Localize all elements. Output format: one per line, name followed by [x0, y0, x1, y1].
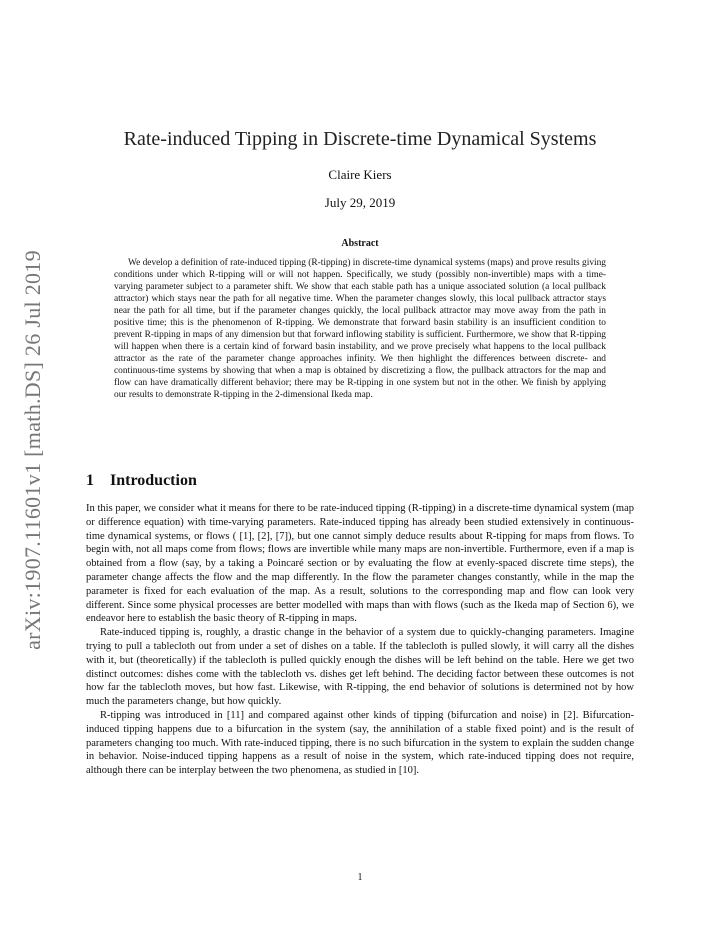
author-name: Claire Kiers [328, 167, 392, 182]
page-number: 1 [357, 872, 363, 883]
abstract-heading: Abstract [341, 238, 379, 249]
paragraph: Rate-induced tipping is, roughly, a drastic change in the behavior of a system due to quickly-changing parameters. Imagine trying to pull a tablecloth out from under a set of dishes on a table. If the tablecloth is pulled slowly, it will carry all the dishes with it, but (theoretically) if the tablecloth is pulled quickly enough the dishes will be left behind on the table. Here we get two distinct outcomes: dishes come with the tablecloth vs. dishes get left behind. The deciding factor between these outcomes is not how far the tablecloth moves, but how fast. Likewise, with R-tipping, the end behavior of solutions is determined not by how much the parameters change, but how quickly. [86, 627, 634, 708]
section-number: 1 [86, 472, 94, 489]
section-title: Introduction [110, 472, 197, 489]
paragraph: R-tipping was introduced in [11] and compared against other kinds of tipping (bifurcation and noise) in [2]. Bifurcation-induced tipping happens due to a bifurcation in the system (say, the annihilation of a stable fixed point) and is the result of parameters changing too much. With rate-induced tipping, there is no such bifurcation in the system to explain the sudden change in behavior. Noise-induced tipping happens as a result of noise in the system, which rate-induced tipping does not require, although there can be interplay between the two phenomena, as studied in [10]. [86, 709, 634, 777]
section-heading [86, 472, 197, 490]
body-text [86, 502, 634, 778]
paragraph: In this paper, we consider what it means for there to be rate-induced tipping (R-tipping) in a discrete-time dynamical system (map or difference equation) with time-varying parameters. Rate-induced tipping has already been studied extensively in continuous-time dynamical systems, or flows ( [1], [2], [7]), but one cannot simply deduce results about R-tipping for maps from flows. To begin with, not all maps come from flows; flows are invertible while many maps are non-invertible. Furthermore, even if a map is obtained from a flow (say, by a taking a Poincaré section or by evaluating the flow at evenly-spaced discrete time steps), the parameter change affects the flow and the map differently. In the flow the parameter changes constantly, while in the map the parameter is fixed for each evaluation of the map. As a result, solutions to the corresponding map and flow can look very different. Since some physical processes are better modelled with maps than with flows (such as the Ikeda map of Section 6), we endeavor here to establish the basic theory of R-tipping in maps. [86, 503, 634, 625]
paper-date: July 29, 2019 [324, 195, 396, 210]
arxiv-stamp [10, 240, 56, 660]
abstract-text: We develop a definition of rate-induced tipping (R-tipping) in discrete-time dynamical systems (maps) and prove results giving conditions under which R-tipping will or will not happen. Specifically, we study (possibly non-invertible) maps with a time-varying parameter subject to a parameter shift. We show that each stable path has a unique associated solution (a local pullback attractor) which stays near the path for all negative time. When the parameter changes slowly, this local pullback attractor stays near the path for all time, but if the parameter changes quickly, the local pullback attractor may move away from the path in positive time; this is the phenomenon of R-tipping. We demonstrate that forward basin stability is an insufficient condition to prevent R-tipping in maps of any dimension but that forward inflowing stability is sufficient. Furthermore, we show that R-tipping will happen when there is a certain kind of forward basin instability, and we prove precisely what happens to the local pullback attractor as the rate of the parameter change approaches infinity. We then highlight the differences between discrete- and continuous-time systems by showing that when a map is obtained by discretizing a flow, the pullback attractors for the map and flow can have dramatically different behavior; there may be R-tipping in one system but not in the other. We finish by applying our results to demonstrate R-tipping in the 2-dimensional Ikeda map. [114, 258, 606, 400]
paper-title: Rate-induced Tipping in Discrete-time Dynamical Systems [123, 128, 597, 150]
arxiv-id: arXiv:1907.11601v1 [math.DS] 26 Jul 2019 [20, 250, 46, 650]
